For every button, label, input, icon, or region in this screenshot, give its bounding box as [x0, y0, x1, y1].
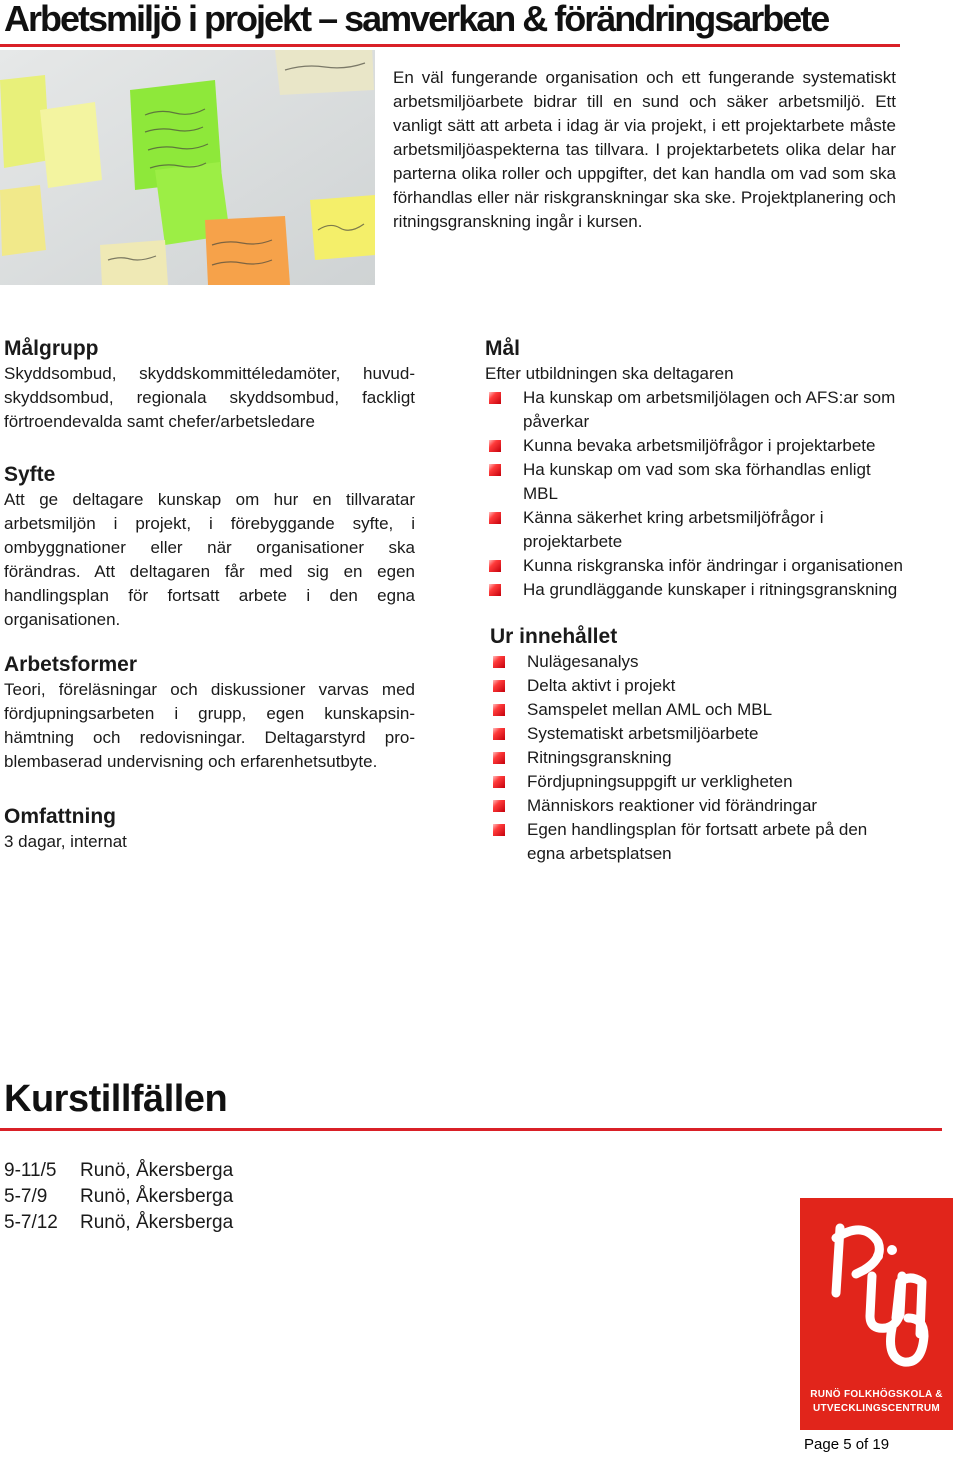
- kurstillfallen-heading: Kurstillfällen: [4, 1078, 228, 1120]
- innehall-item: Delta aktivt i projekt: [527, 676, 676, 695]
- arbetsformer-text: Teori, föreläsningar och diskussioner varvas med fördjupningsarbeten i grupp, egen kunskapsinhämtning och redovisningar. Deltagarstyrd problembaserad undervisning och erfarenhetsutbyte.: [4, 680, 415, 771]
- mal-item: Känna säkerhet kring arbetsmiljöfrågor i projektarbete: [523, 508, 824, 551]
- logo-line-2: UTVECKLINGSCENTRUM: [812, 1403, 941, 1414]
- place-cell: Runö, Åkersberga: [80, 1212, 234, 1233]
- left-column: [4, 336, 415, 854]
- mal-item: Ha grundläggande kunskaper i ritningsgranskning: [523, 580, 898, 599]
- innehall-item: Egen handlingsplan för fortsatt arbete på den egna arbetsplatsen: [527, 820, 868, 863]
- dates-table: [4, 1158, 233, 1236]
- mal-heading: Mål: [485, 337, 521, 360]
- innehall-item: Människors reaktioner vid förändringar: [527, 796, 818, 815]
- bullet-icon: [493, 824, 505, 836]
- place-cell: Runö, Åkersberga: [80, 1186, 234, 1207]
- list-item: [485, 698, 905, 722]
- syfte-text: Att ge deltagare kunskap om hur en tillvaratar arbetsmiljön i projekt, i förebyggande syfte, i ombyggnationer eller när organisationer ska förändras. Att deltagaren får med sig en egen handlingsplan för fortsatt arbete i den egna organisationen.: [4, 490, 415, 629]
- mal-list: [485, 386, 905, 602]
- bullet-icon: [489, 512, 501, 524]
- arbetsformer-heading: Arbetsformer: [4, 653, 138, 676]
- bullet-icon: [489, 440, 501, 452]
- list-item: [485, 770, 905, 794]
- malgrupp-text: Skyddsombud, skyddskommittéledamöter, huvudskyddsombud, regionala skyddsombud, fackligt förtroendevalda samt chefer/arbetsledare: [4, 364, 415, 431]
- list-item: [485, 722, 905, 746]
- innehall-item: Fördjupningsuppgift ur verkligheten: [527, 772, 793, 791]
- list-item: [485, 794, 905, 818]
- kurstillfallen-rule: [0, 1128, 942, 1131]
- innehall-item: Samspelet mellan AML och MBL: [527, 700, 773, 719]
- bullet-icon: [493, 656, 505, 668]
- date-row: [4, 1210, 233, 1236]
- list-item: [485, 506, 905, 554]
- bullet-icon: [489, 464, 501, 476]
- bullet-icon: [489, 560, 501, 572]
- sticky-notes-photo: [0, 50, 375, 285]
- date-cell: 5-7/9: [4, 1186, 48, 1207]
- bullet-icon: [489, 584, 501, 596]
- page-number: Page 5 of 19: [804, 1436, 890, 1453]
- innehall-list: [485, 650, 905, 866]
- omfattning-heading: Omfattning: [4, 805, 116, 828]
- bullet-icon: [493, 776, 505, 788]
- list-item: [485, 386, 905, 434]
- bullet-icon: [493, 704, 505, 716]
- date-cell: 5-7/12: [4, 1212, 58, 1233]
- omfattning-text: 3 dagar, internat: [4, 832, 127, 851]
- place-cell: Runö, Åkersberga: [80, 1160, 234, 1181]
- mal-item: Kunna bevaka arbetsmiljöfrågor i projektarbete: [523, 436, 876, 455]
- date-row: [4, 1184, 233, 1210]
- right-column: [485, 336, 905, 866]
- list-item: [485, 674, 905, 698]
- runo-logo-mark: [800, 1198, 953, 1378]
- list-item: [485, 434, 905, 458]
- list-item: [485, 818, 905, 866]
- logo-line-1: RUNÖ FOLKHÖGSKOLA &: [810, 1389, 943, 1400]
- list-item: [485, 578, 905, 602]
- list-item: [485, 650, 905, 674]
- mal-item: Ha kunskap om arbetsmiljölagen och AFS:ar som påverkar: [523, 388, 896, 431]
- malgrupp-heading: Målgrupp: [4, 337, 99, 360]
- innehall-heading: Ur innehållet: [490, 625, 618, 648]
- innehall-item: Systematiskt arbetsmiljöarbete: [527, 724, 759, 743]
- list-item: [485, 458, 905, 506]
- intro-paragraph: En väl fungerande organisation och ett fungerande systematiskt arbetsmiljöarbete bidrar till en sund och säker arbetsmiljö. Ett vanligt sätt att arbeta i idag är via projekt, i ett projektarbete måste arbetsmiljöaspekterna tas tillvara. I projektarbetets olika delar har parterna olika roller och uppgifter, det kan handla om vad som ska förhandlas eller när riskgranskningar ska ske. Projektplanering och ritningsgranskning ingår i kursen.: [393, 68, 896, 231]
- list-item: [485, 554, 905, 578]
- runo-logo: [800, 1198, 953, 1430]
- syfte-heading: Syfte: [4, 463, 56, 486]
- innehall-item: Ritningsgranskning: [527, 748, 672, 767]
- page-title: Arbetsmiljö i projekt – samverkan & förändringsarbete: [4, 0, 829, 39]
- bullet-icon: [493, 752, 505, 764]
- list-item: [485, 746, 905, 770]
- mal-lead: Efter utbildningen ska deltagaren: [485, 364, 734, 383]
- date-row: [4, 1158, 233, 1184]
- bullet-icon: [493, 728, 505, 740]
- bullet-icon: [493, 680, 505, 692]
- mal-item: Ha kunskap om vad som ska förhandlas enligt MBL: [523, 460, 871, 503]
- logo-text: [800, 1388, 953, 1416]
- title-rule: [0, 44, 900, 47]
- innehall-item: Nulägesanalys: [527, 652, 639, 671]
- bullet-icon: [489, 392, 501, 404]
- bullet-icon: [493, 800, 505, 812]
- date-cell: 9-11/5: [4, 1160, 57, 1181]
- mal-item: Kunna riskgranska inför ändringar i organisationen: [523, 556, 903, 575]
